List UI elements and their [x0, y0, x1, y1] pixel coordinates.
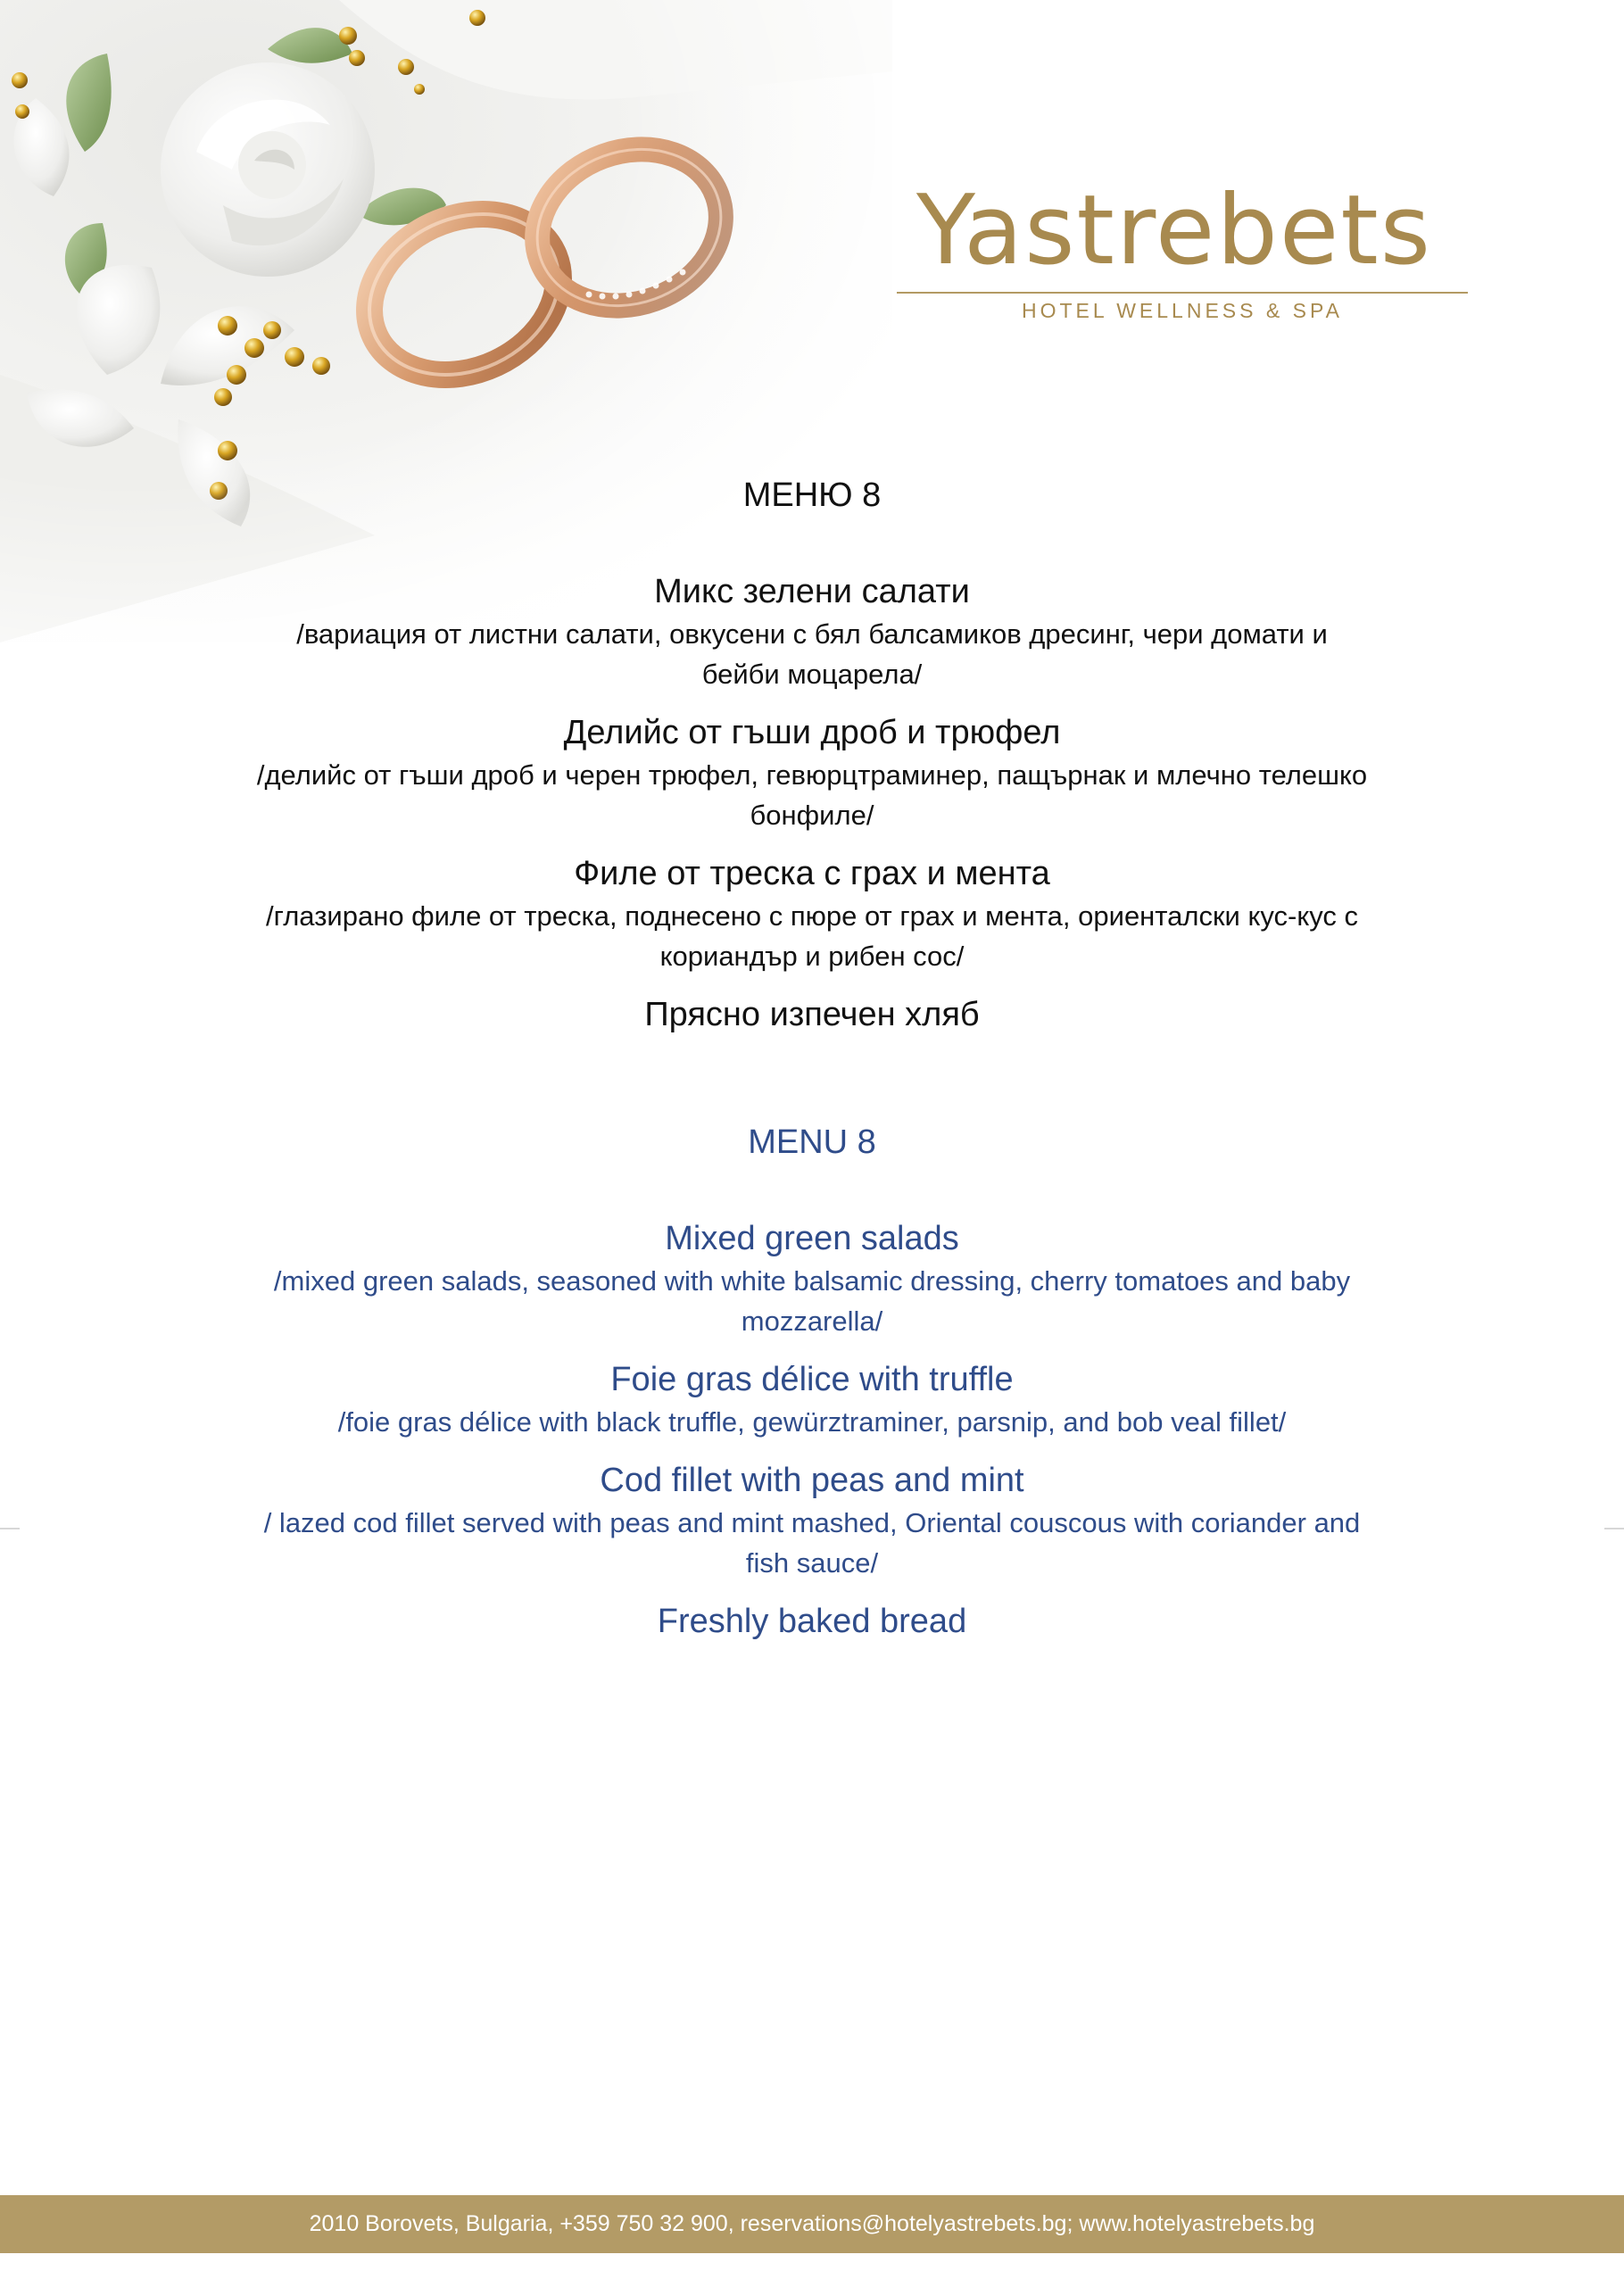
dish-item [0, 569, 1624, 694]
english-menu [0, 1120, 1624, 1660]
footer-contact-bar [0, 2195, 1624, 2253]
dish-name: Микс зелени салати [654, 573, 970, 610]
dish-item [0, 710, 1624, 835]
menu-title-bg: МЕНЮ 8 [742, 477, 882, 514]
dish-description: /вариация от листни салати, овкусени с бял балсамиков дресинг, чери домати и бейби моцарела/ [296, 618, 1328, 690]
crop-mark-left [0, 1528, 20, 1529]
logo-divider [897, 292, 1468, 294]
dish-name: Делийс от гъши дроб и трюфел [563, 714, 1061, 751]
footer-contact-text: 2010 Borovets, Bulgaria, +359 750 32 900, reservations@hotelyastrebets.bg; www.hotelyastrebets.bg [309, 2211, 1315, 2236]
dish-name: Freshly baked bread [657, 1603, 967, 1640]
dish-name: Филе от треска с грах и мента [574, 855, 1050, 892]
dish-name: Прясно изпечен хляб [644, 996, 980, 1033]
dish-description: /mixed green salads, seasoned with white balsamic dressing, cherry tomatoes and baby mozzarella/ [273, 1265, 1351, 1337]
dish-description: /делийс от гъши дроб и черен трюфел, гевюрцтраминер, пащърнак и млечно телешко бонфиле/ [256, 759, 1368, 831]
dish-item [0, 992, 1624, 1037]
dish-item [0, 1599, 1624, 1644]
menu-title-en: MENU 8 [748, 1123, 876, 1161]
hotel-logo [897, 175, 1468, 323]
dish-name: Mixed green salads [665, 1220, 959, 1257]
crop-mark-right [1604, 1528, 1624, 1529]
logo-wordmark: Yastrebets [916, 175, 1432, 286]
dish-item [0, 1458, 1624, 1583]
dish-item [0, 1357, 1624, 1442]
dish-description: / lazed cod fillet served with peas and mint mashed, Oriental couscous with coriander and fish sauce/ [263, 1507, 1361, 1579]
dish-description: /foie gras délice with black truffle, gewürztraminer, parsnip, and bob veal fillet/ [337, 1406, 1287, 1438]
dish-item [0, 1216, 1624, 1341]
dish-name: Foie gras délice with truffle [610, 1361, 1014, 1398]
logo-tagline: HOTEL WELLNESS & SPA [1022, 299, 1343, 322]
bulgarian-menu [0, 473, 1624, 1053]
dish-name: Cod fillet with peas and mint [600, 1462, 1024, 1499]
dish-item [0, 851, 1624, 976]
dish-description: /глазирано филе от треска, поднесено с пюре от грах и мента, ориенталски кус-кус с кориандър и рибен сос/ [265, 900, 1359, 972]
